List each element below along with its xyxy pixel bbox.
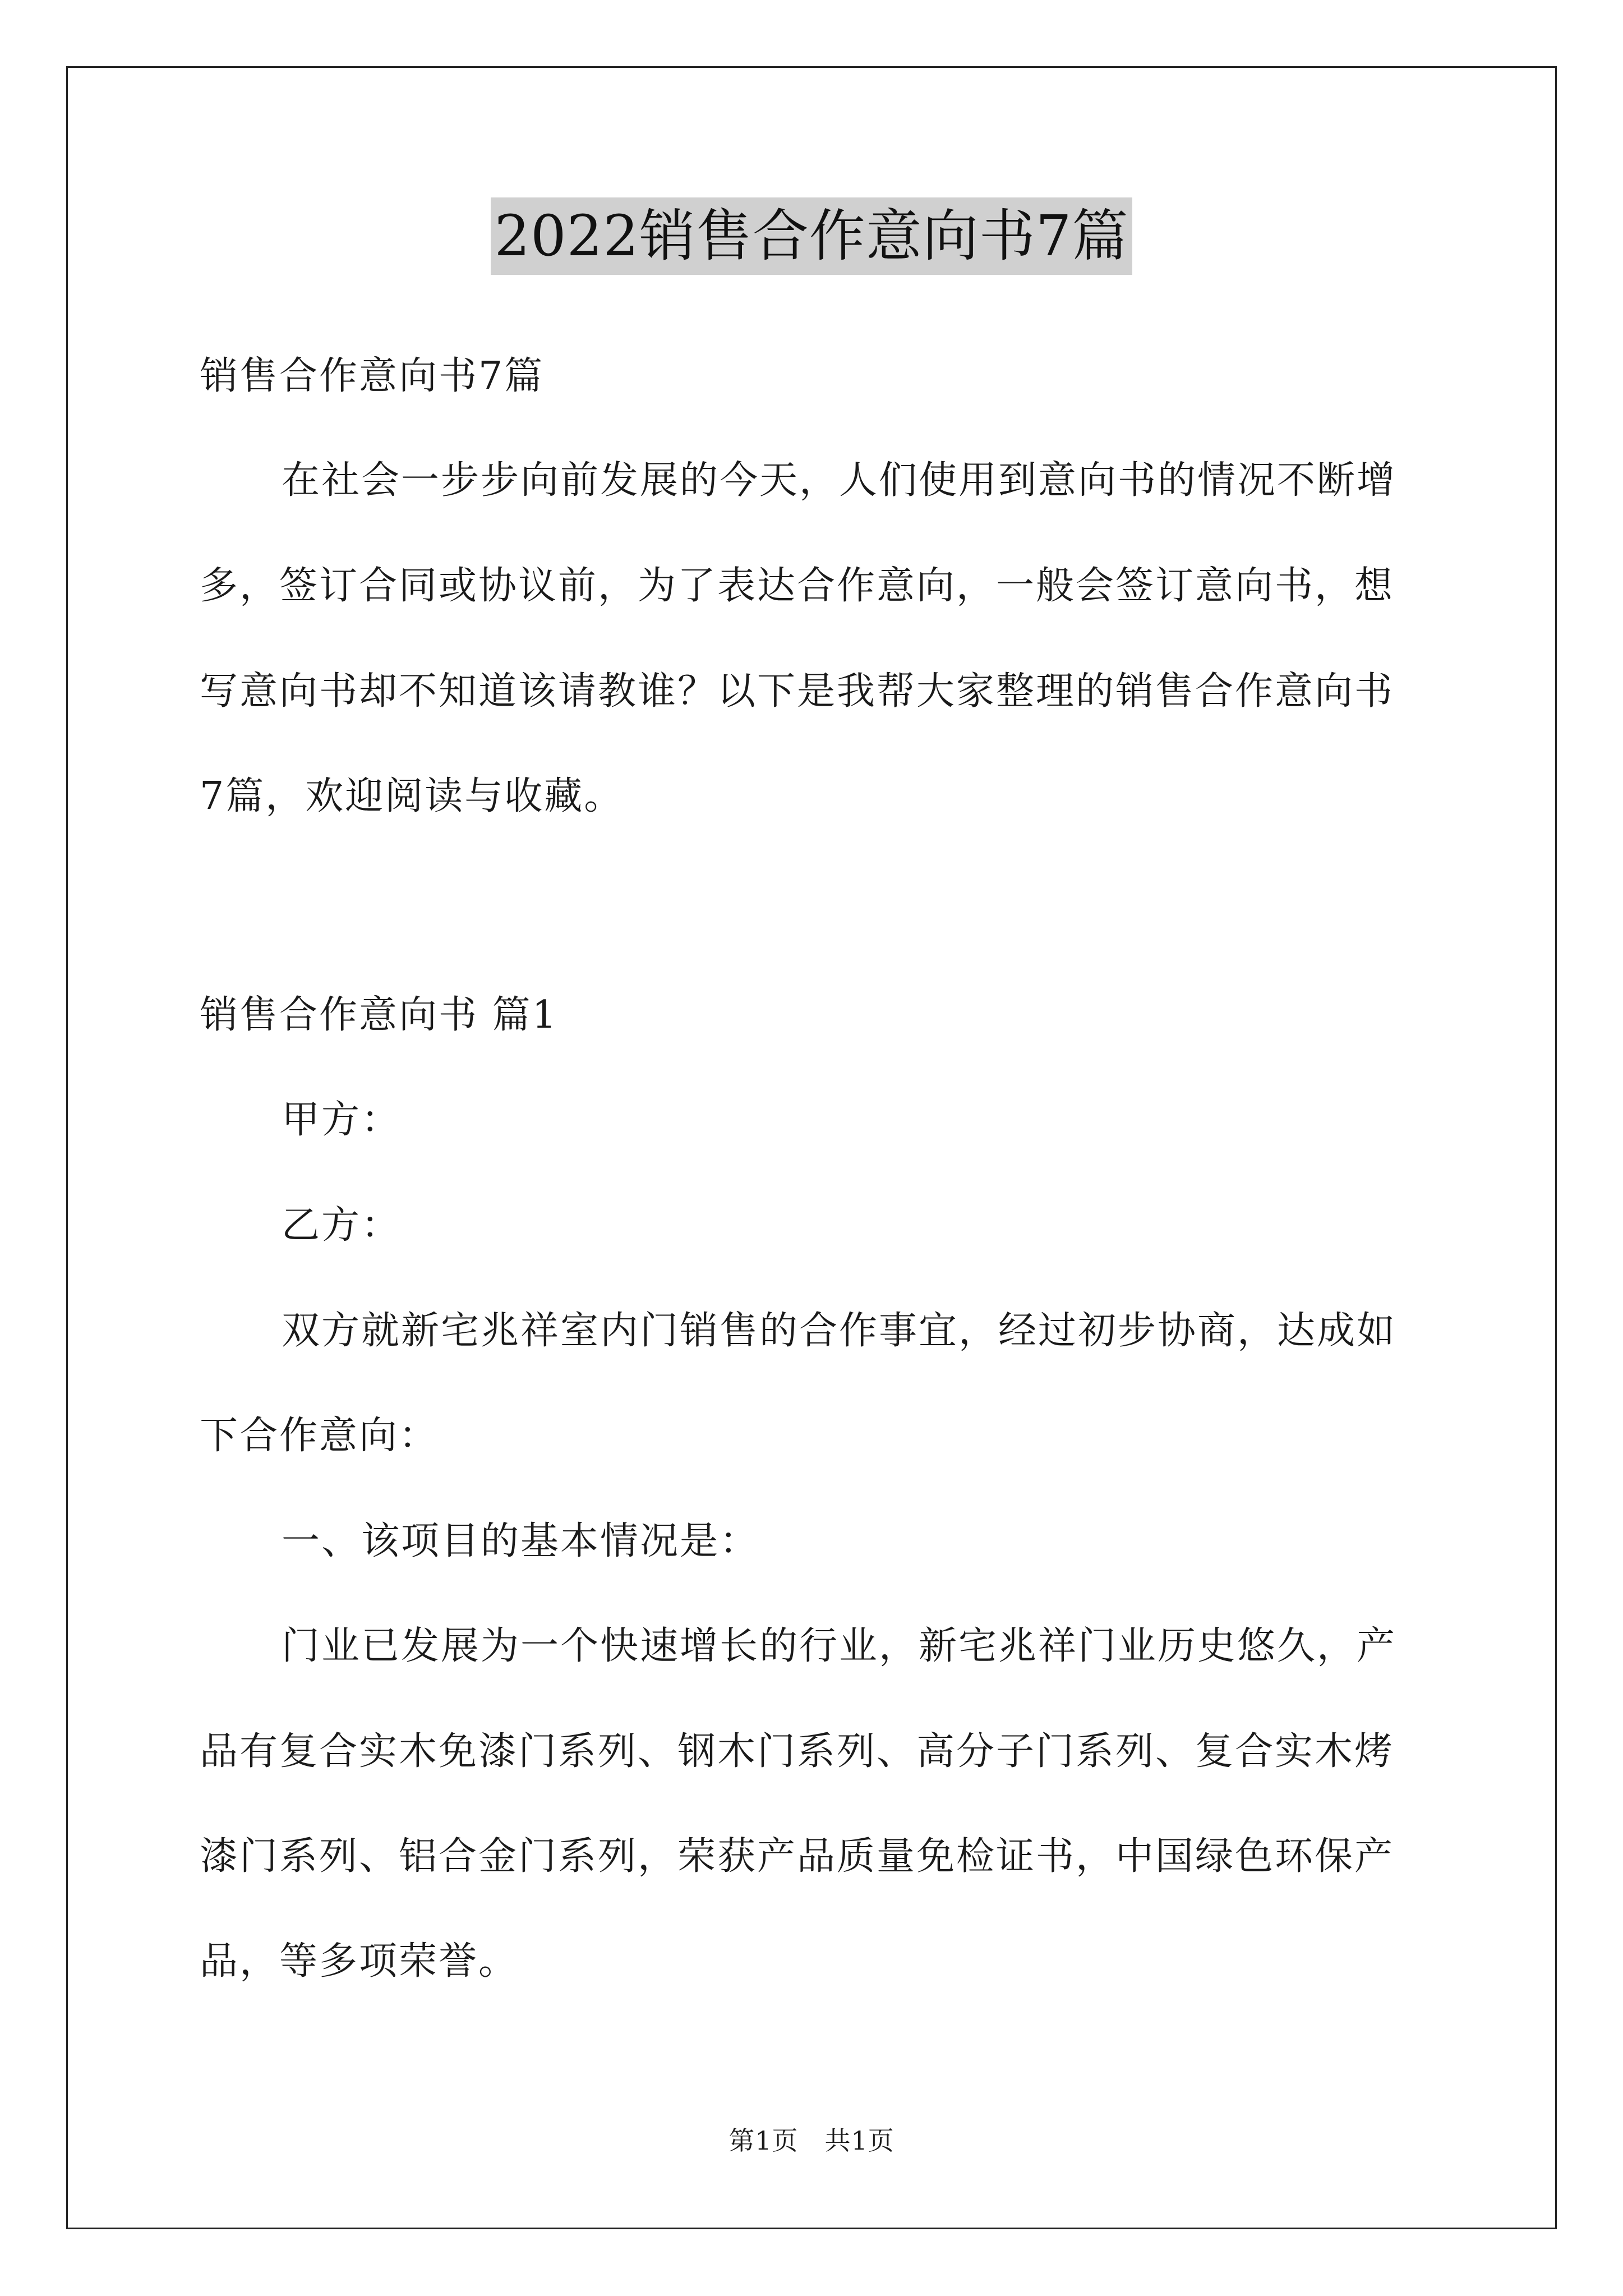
- party-b-label: 乙方：: [282, 1203, 402, 1248]
- paragraph-2-line-4: 品，等多项荣誉。: [200, 1939, 519, 1984]
- paragraph-2-line-3: 漆门系列、铝合金门系列，荣获产品质量免检证书，中国绿色环保产: [200, 1834, 1395, 1879]
- item-1-heading: 一、该项目的基本情况是：: [282, 1519, 760, 1563]
- subtitle: 销售合作意向书7篇: [200, 354, 545, 398]
- paragraph-2-line-2: 品有复合实木免漆门系列、钢木门系列、高分子门系列、复合实木烤: [200, 1729, 1395, 1774]
- intro-line-1: 在社会一步步向前发展的今天，人们使用到意向书的情况不断增: [282, 458, 1397, 503]
- paragraph-1-line-1: 双方就新宅兆祥室内门销售的合作事宜，经过初步协商，达成如: [282, 1309, 1397, 1353]
- intro-line-3: 写意向书却不知道该请教谁？以下是我帮大家整理的销售合作意向书: [200, 669, 1395, 714]
- paragraph-2-line-1: 门业已发展为一个快速增长的行业，新宅兆祥门业历史悠久，产: [282, 1624, 1397, 1668]
- intro-line-2: 多，签订合同或协议前，为了表达合作意向，一般会签订意向书，想: [200, 564, 1395, 608]
- paragraph-1-line-2: 下合作意向：: [200, 1414, 439, 1458]
- intro-line-4: 7篇，欢迎阅读与收藏。: [200, 774, 624, 818]
- section-heading: 销售合作意向书 篇1: [200, 993, 558, 1037]
- title-container: [0, 197, 1623, 275]
- document-title: 2022销售合作意向书7篇: [491, 197, 1132, 275]
- party-a-label: 甲方：: [282, 1098, 402, 1142]
- page-footer: 第1页 共1页: [728, 2125, 895, 2156]
